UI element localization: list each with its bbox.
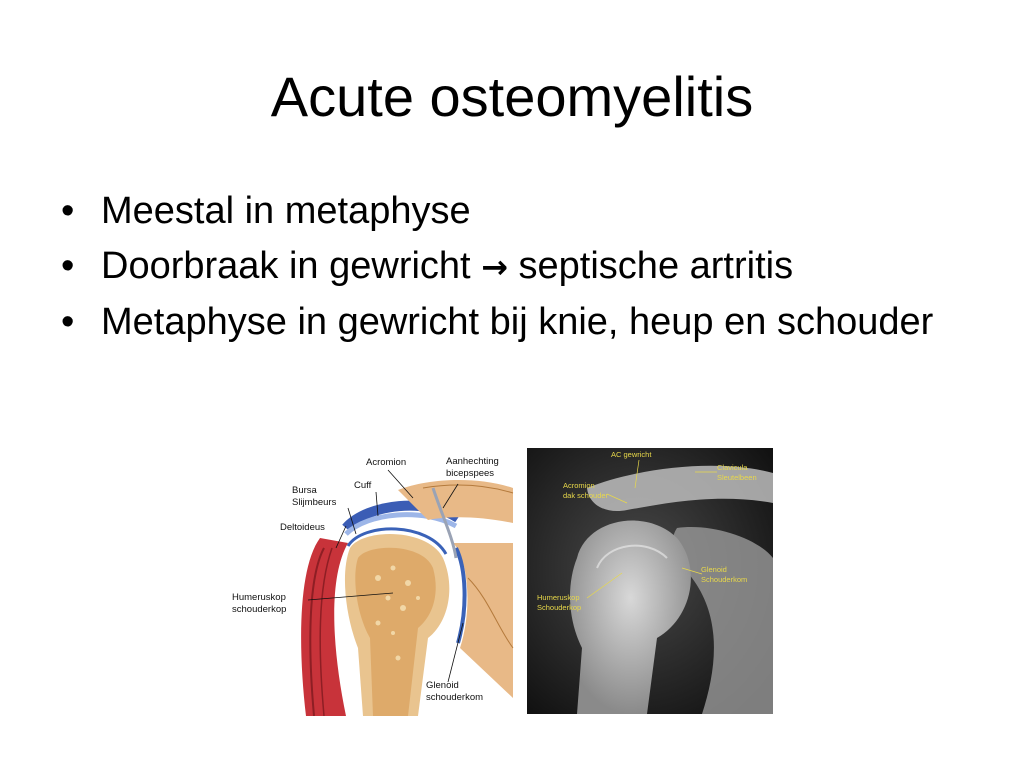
shoulder-anatomy-illustration	[228, 448, 518, 716]
bullet-dot: •	[61, 190, 75, 232]
bullet-dot: •	[61, 301, 75, 343]
schouderkop-label: schouderkop	[232, 604, 287, 615]
bullet-dot: •	[61, 245, 75, 287]
dak-schouder-label: dak schouder	[563, 491, 609, 500]
sleutelbeen-label: Sleutelbeen	[717, 473, 757, 482]
ac-gewricht-label: AC gewricht	[611, 450, 652, 459]
shoulder-xray-image	[527, 448, 773, 714]
acromion-label: Acromion	[366, 457, 407, 468]
bullet-item	[58, 188, 988, 234]
schouderkom-label: schouderkom	[426, 692, 484, 703]
glenoid-label: Glenoid	[426, 680, 459, 691]
bullet-text: Metaphyse in gewricht bij knie, heup en schouder	[101, 301, 934, 343]
acromion-xray-label: Acromion	[563, 481, 595, 490]
humeruskop-label: Humeruskop	[232, 592, 286, 603]
deltoideus-label: Deltoideus	[280, 522, 325, 533]
bullet-item	[58, 299, 988, 345]
arrow-right-icon: →	[481, 248, 508, 286]
bullet-text: Meestal in metaphyse	[101, 190, 471, 232]
glenoid-xray-label: Glenoid	[701, 565, 727, 574]
bullet-list	[58, 188, 988, 354]
cuff-label: Cuff	[354, 480, 372, 491]
bursa-label: Bursa	[292, 485, 317, 496]
bullet-text: Doorbraak in gewricht	[101, 245, 482, 287]
aanhechting-label: Aanhechting	[446, 456, 499, 467]
bicepspees-label: bicepspees	[446, 468, 495, 479]
slide-title: Acute osteomyelitis	[270, 65, 754, 128]
humeruskop-xray-label: Humeruskop	[537, 593, 580, 602]
schouderkop-xray-label: Schouderkop	[537, 603, 582, 612]
slijmbeurs-label: Slijmbeurs	[292, 497, 337, 508]
bullet-item	[58, 243, 988, 290]
schouderkom-xray-label: Schouderkom	[701, 575, 748, 584]
bullet-text: septische artritis	[507, 245, 794, 287]
clavicula-label: Clavicula	[717, 463, 748, 472]
